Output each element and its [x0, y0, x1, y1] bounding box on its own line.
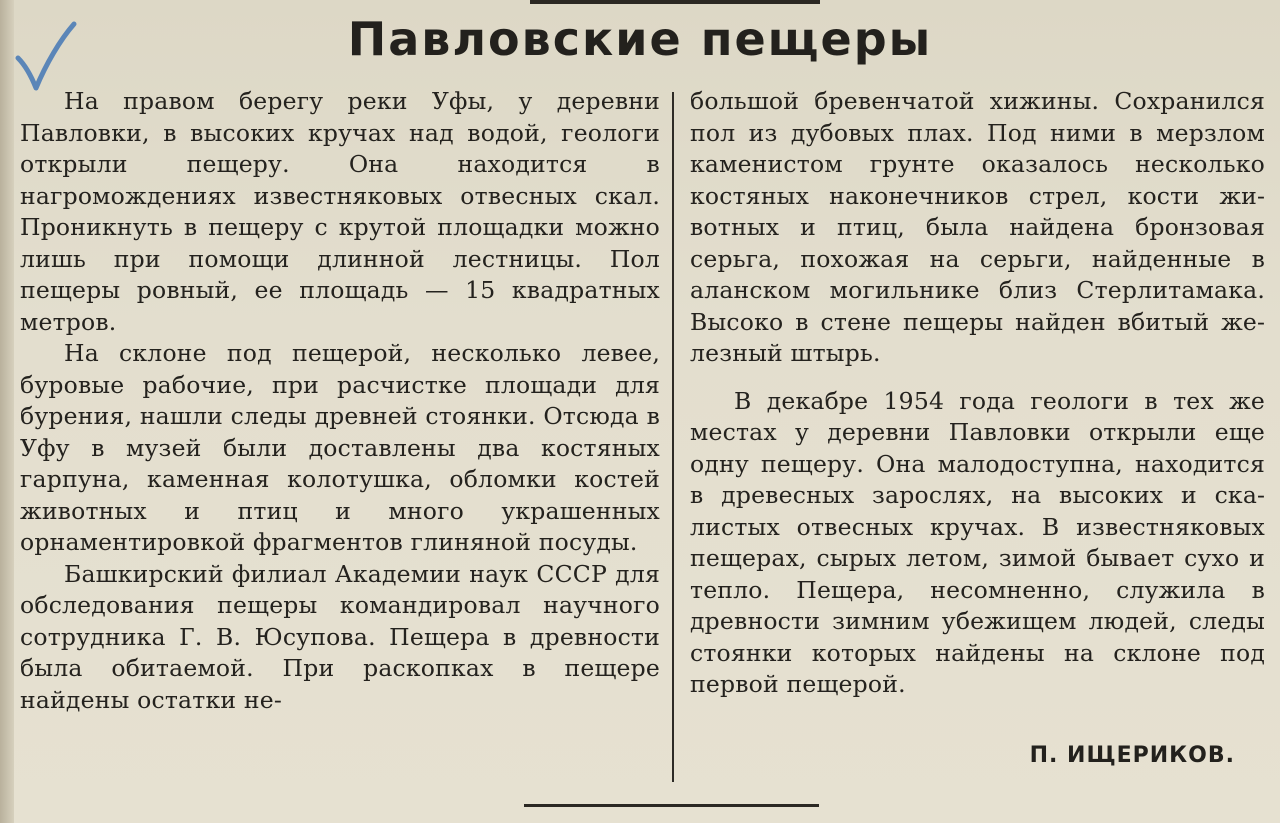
column-divider [672, 92, 674, 782]
paragraph: На правом берегу реки Уфы, у деревни Павловки, в высоких кручах над водой, геологи открыли пещеру. Она находится в нагромождениях известняковых отвесных скал. Проникнуть в пещеру с крутой площадки можно лишь при помощи длинной лестницы. Пол пещеры ровный, ее площадь — 15 квадратных метров. [20, 87, 660, 336]
paper-edge [0, 0, 14, 823]
right-column [690, 86, 1265, 701]
top-rule [530, 0, 820, 4]
author-signature: П. ИЩЕРИКОВ. [1029, 743, 1235, 768]
article-headline: Павловские пещеры [347, 12, 933, 66]
left-column [20, 86, 660, 716]
paragraph: Башкирский филиал Академии наук СССР для обследования пещеры командировал научного сотрудника Г. В. Юсупова. Пещера в древности была обитаемой. При раскопках в пещере найдены остатки не- [20, 559, 660, 714]
bottom-rule [524, 804, 819, 807]
paragraph: В декабре 1954 года геологи в тех же местах у деревни Павловки открыли еще одну пещеру. Она малодоступна, находится в древесных зарослях, на высоких и скалистых отвесных кручах. В известняковых пещерах, сырых летом, зимой бывает сухо и тепло. Пещера, несомненно, служила в древности зимним убежищем людей, следы стоянки которых найдены на склоне под первой пещерой. [690, 386, 1265, 698]
paragraph: На склоне под пещерой, несколько левее, буровые рабочие, при расчистке площади для бурения, нашли следы древней стоянки. Отсюда в Уфу в музей были доставлены два костяных гарпуна, каменная колотушка, обломки костей животных и птиц и много украшенных орнаментировкой фрагментов глиняной посуды. [20, 339, 660, 556]
paragraph: большой бревенчатой хижины. Сохранился пол из дубовых плах. Под ними в мерзлом каменистом грунте оказалось несколько костяных наконечников стрел, кости животных и птиц, была найдена бронзовая серьга, похожая на серьги, найденные в аланском могильнике близ Стерлитамака. Высоко в стене пещеры найден вбитый железный штырь. [690, 87, 1265, 367]
